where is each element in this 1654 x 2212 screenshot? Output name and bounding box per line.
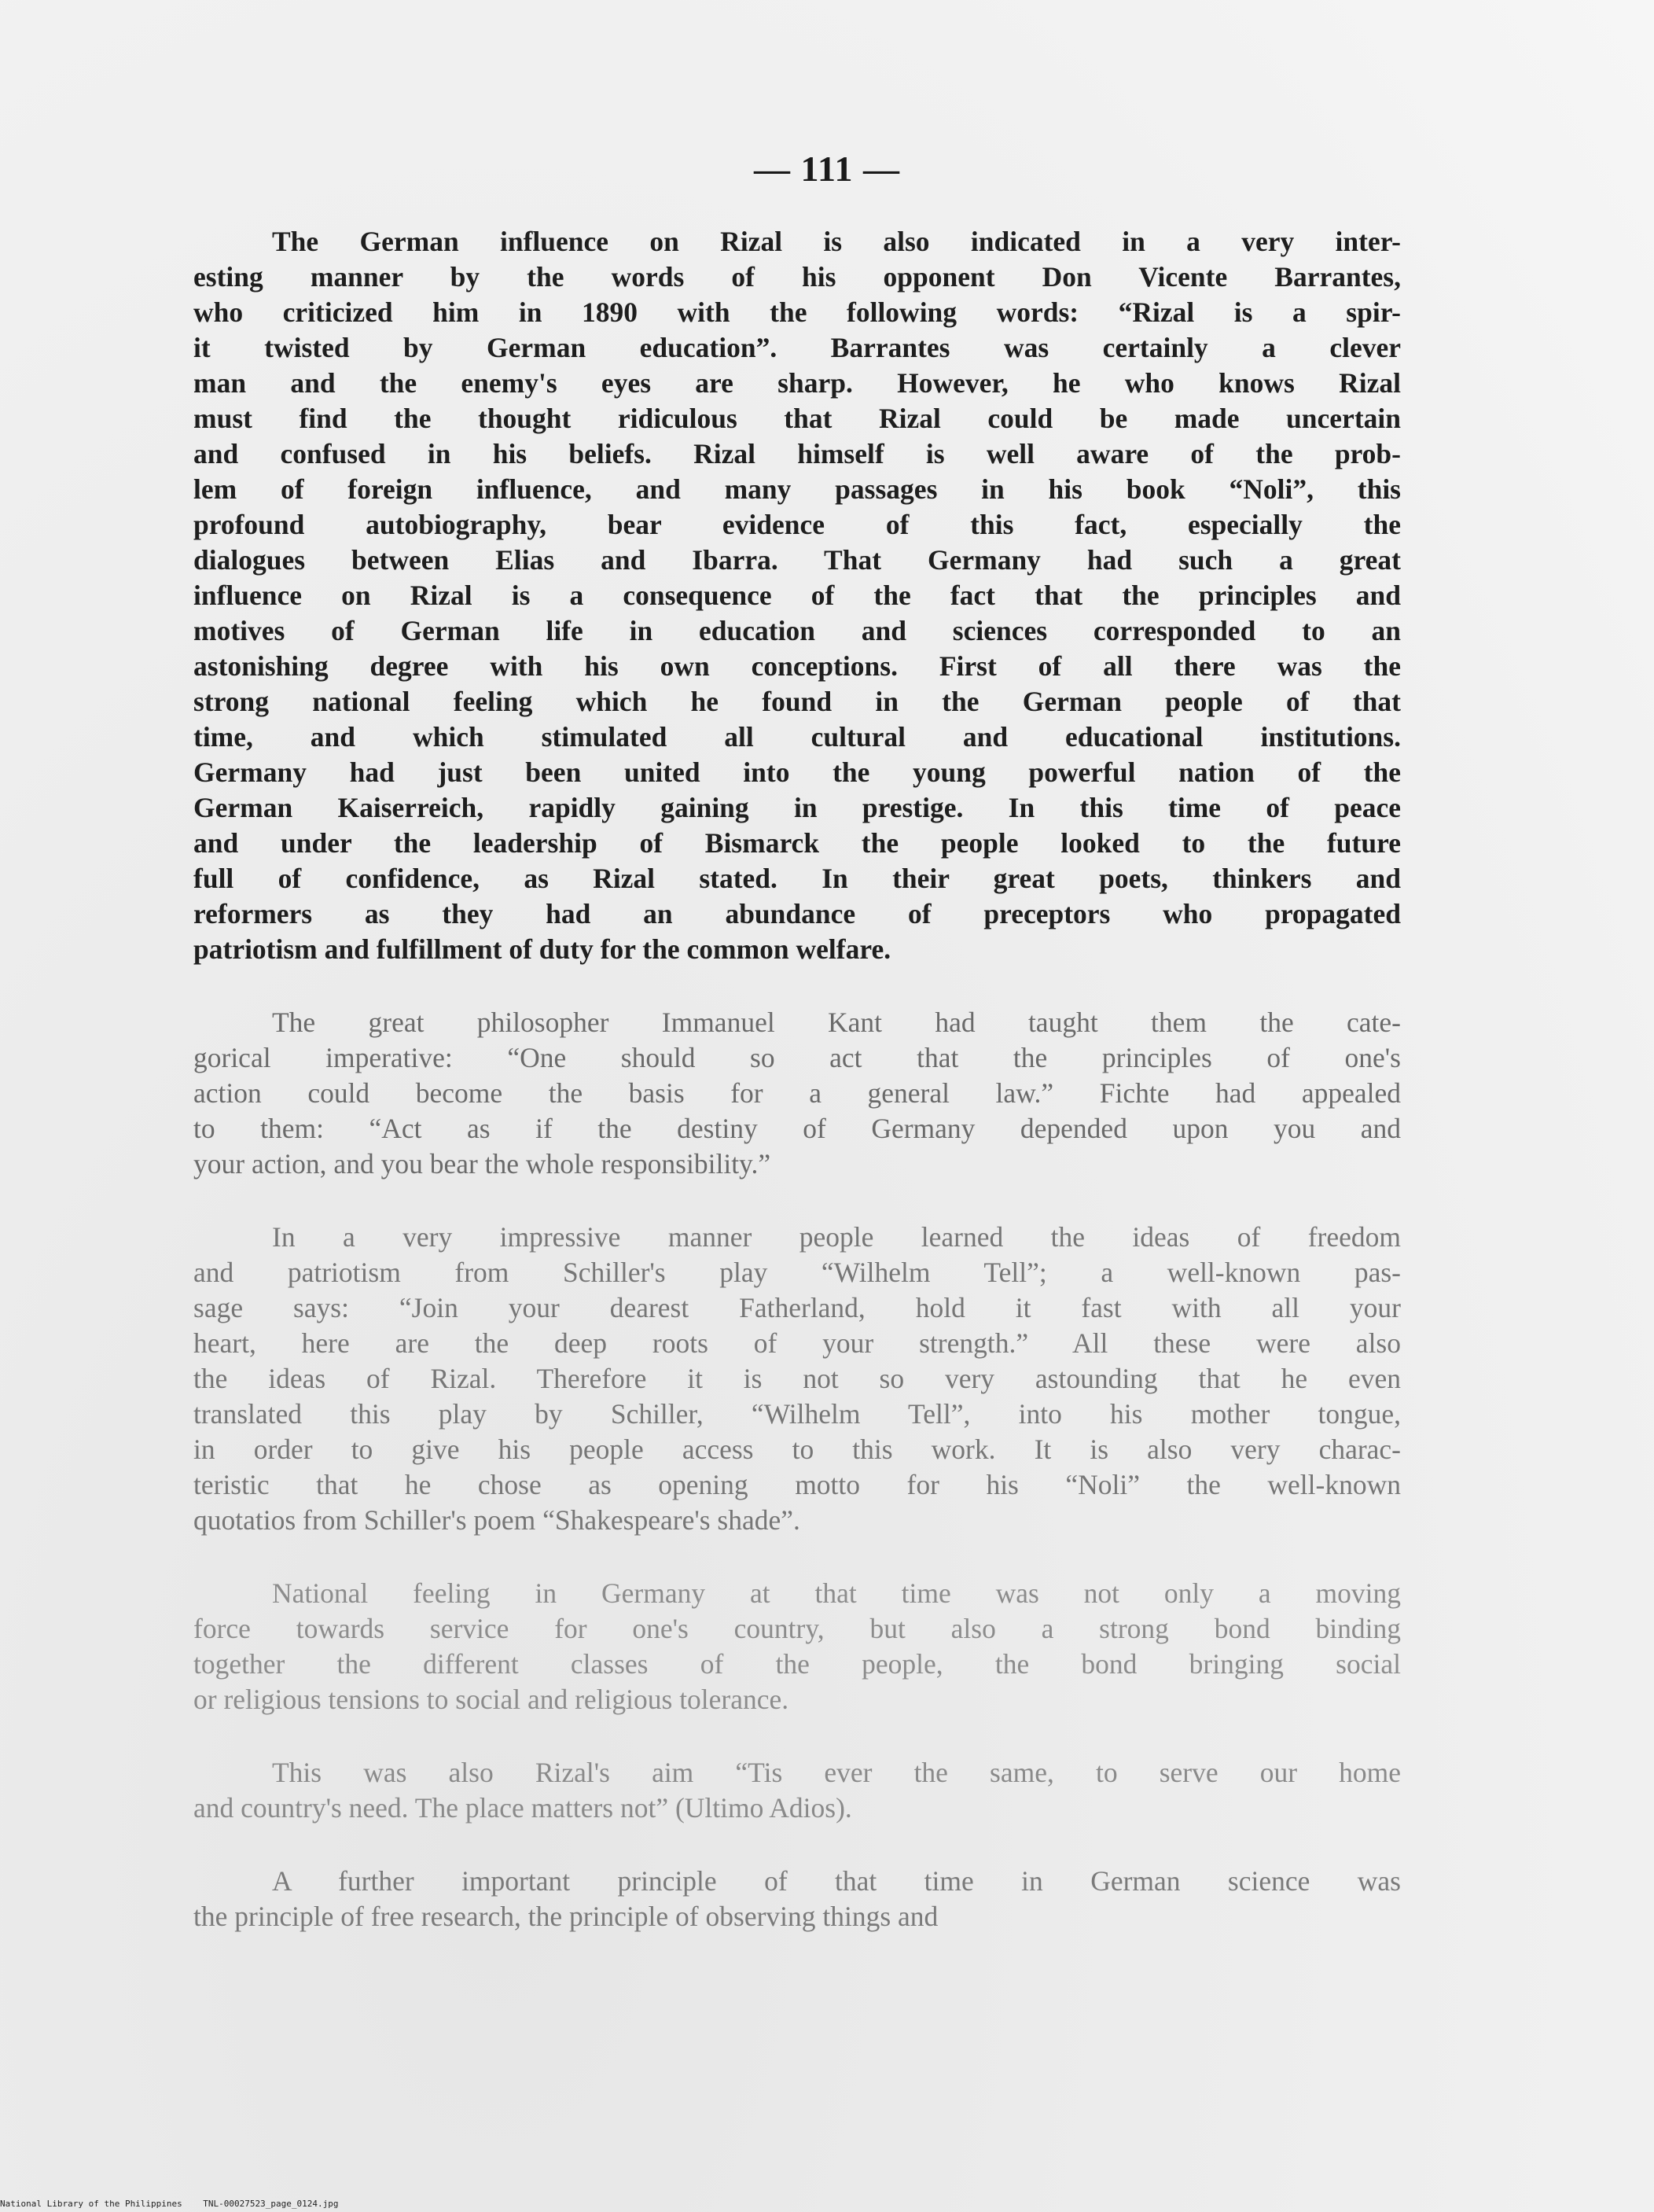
text-line: together the different classes of the people, the bond bringing social: [193, 1648, 1401, 1680]
text-line: National feeling in Germany at that time was not only a moving: [272, 1577, 1401, 1609]
text-line: teristic that he chose as opening motto for his “Noli” the well-known: [193, 1469, 1401, 1500]
paragraph-3: [193, 1220, 1401, 1538]
text-line: time, and which stimulated all cultural and educational institutions.: [193, 721, 1401, 753]
paragraph-6: [193, 1864, 1401, 1934]
text-line: The great philosopher Immanuel Kant had taught them the cate-: [272, 1007, 1401, 1038]
text-line: In a very impressive manner people learned the ideas of freedom: [272, 1221, 1401, 1253]
text-line: who criticized him in 1890 with the following words: “Rizal is a spir-: [193, 296, 1401, 328]
body-text: [193, 224, 1401, 1972]
text-line: to them: “Act as if the destiny of Germany depended upon you and: [193, 1113, 1401, 1144]
footer: [0, 2199, 338, 2209]
text-line: sage says: “Join your dearest Fatherland, hold it fast with all your: [193, 1292, 1401, 1323]
text-line: and country's need. The place matters not” (Ultimo Adios).: [193, 1792, 852, 1824]
text-line: strong national feeling which he found in the German people of that: [193, 686, 1401, 717]
text-line: A further important principle of that time in German science was: [272, 1865, 1401, 1897]
text-line: force towards service for one's country, but also a strong bond binding: [193, 1613, 1401, 1644]
text-line: must find the thought ridiculous that Rizal could be made uncertain: [193, 403, 1401, 434]
text-line: esting manner by the words of his opponent Don Vicente Barrantes,: [193, 261, 1401, 293]
text-line: and under the leadership of Bismarck the people looked to the future: [193, 827, 1401, 859]
text-line: German Kaiserreich, rapidly gaining in prestige. In this time of peace: [193, 792, 1401, 823]
text-line: dialogues between Elias and Ibarra. That Germany had such a great: [193, 544, 1401, 576]
footer-file: TNL-00027523_page_0124.jpg: [203, 2199, 339, 2209]
text-line: patriotism and fulfillment of duty for the common welfare.: [193, 933, 891, 965]
text-line: and confused in his beliefs. Rizal himself is well aware of the prob-: [193, 438, 1401, 469]
text-line: gorical imperative: “One should so act that the principles of one's: [193, 1042, 1401, 1073]
text-line: action could become the basis for a general law.” Fichte had appealed: [193, 1077, 1401, 1109]
text-line: influence on Rizal is a consequence of the fact that the principles and: [193, 580, 1401, 611]
text-line: it twisted by German education”. Barrantes was certainly a clever: [193, 332, 1401, 363]
paragraph-4: [193, 1576, 1401, 1717]
text-line: quotatios from Schiller's poem “Shakespeare's shade”.: [193, 1504, 800, 1536]
text-line: profound autobiography, bear evidence of this fact, especially the: [193, 509, 1401, 540]
page-number: — 111 —: [754, 149, 900, 189]
text-line: translated this play by Schiller, “Wilhelm Tell”, into his mother tongue,: [193, 1398, 1401, 1430]
text-line: This was also Rizal's aim “Tis ever the same, to serve our home: [272, 1757, 1401, 1788]
text-line: astonishing degree with his own conceptions. First of all there was the: [193, 650, 1401, 682]
text-line: the ideas of Rizal. Therefore it is not so very astounding that he even: [193, 1363, 1401, 1394]
text-line: man and the enemy's eyes are sharp. However, he who knows Rizal: [193, 367, 1401, 399]
footer-library: National Library of the Philippines: [0, 2199, 182, 2209]
text-line: full of confidence, as Rizal stated. In their great poets, thinkers and: [193, 863, 1401, 894]
text-line: in order to give his people access to this work. It is also very charac-: [193, 1434, 1401, 1465]
text-line: heart, here are the deep roots of your strength.” All these were also: [193, 1327, 1401, 1359]
text-line: or religious tensions to social and religious tolerance.: [193, 1684, 789, 1715]
paragraph-2: [193, 1005, 1401, 1182]
text-line: and patriotism from Schiller's play “Wilhelm Tell”; a well-known pas-: [193, 1257, 1401, 1288]
paragraph-5: [193, 1755, 1401, 1826]
text-line: your action, and you bear the whole responsibility.”: [193, 1148, 771, 1180]
text-line: the principle of free research, the principle of observing things and: [193, 1901, 939, 1932]
paragraph-1: [193, 224, 1401, 967]
text-line: lem of foreign influence, and many passages in his book “Noli”, this: [193, 473, 1401, 505]
text-line: motives of German life in education and sciences corresponded to an: [193, 615, 1401, 646]
text-line: Germany had just been united into the young powerful nation of the: [193, 756, 1401, 788]
text-line: reformers as they had an abundance of preceptors who propagated: [193, 898, 1401, 929]
text-line: The German influence on Rizal is also indicated in a very inter-: [272, 226, 1401, 257]
